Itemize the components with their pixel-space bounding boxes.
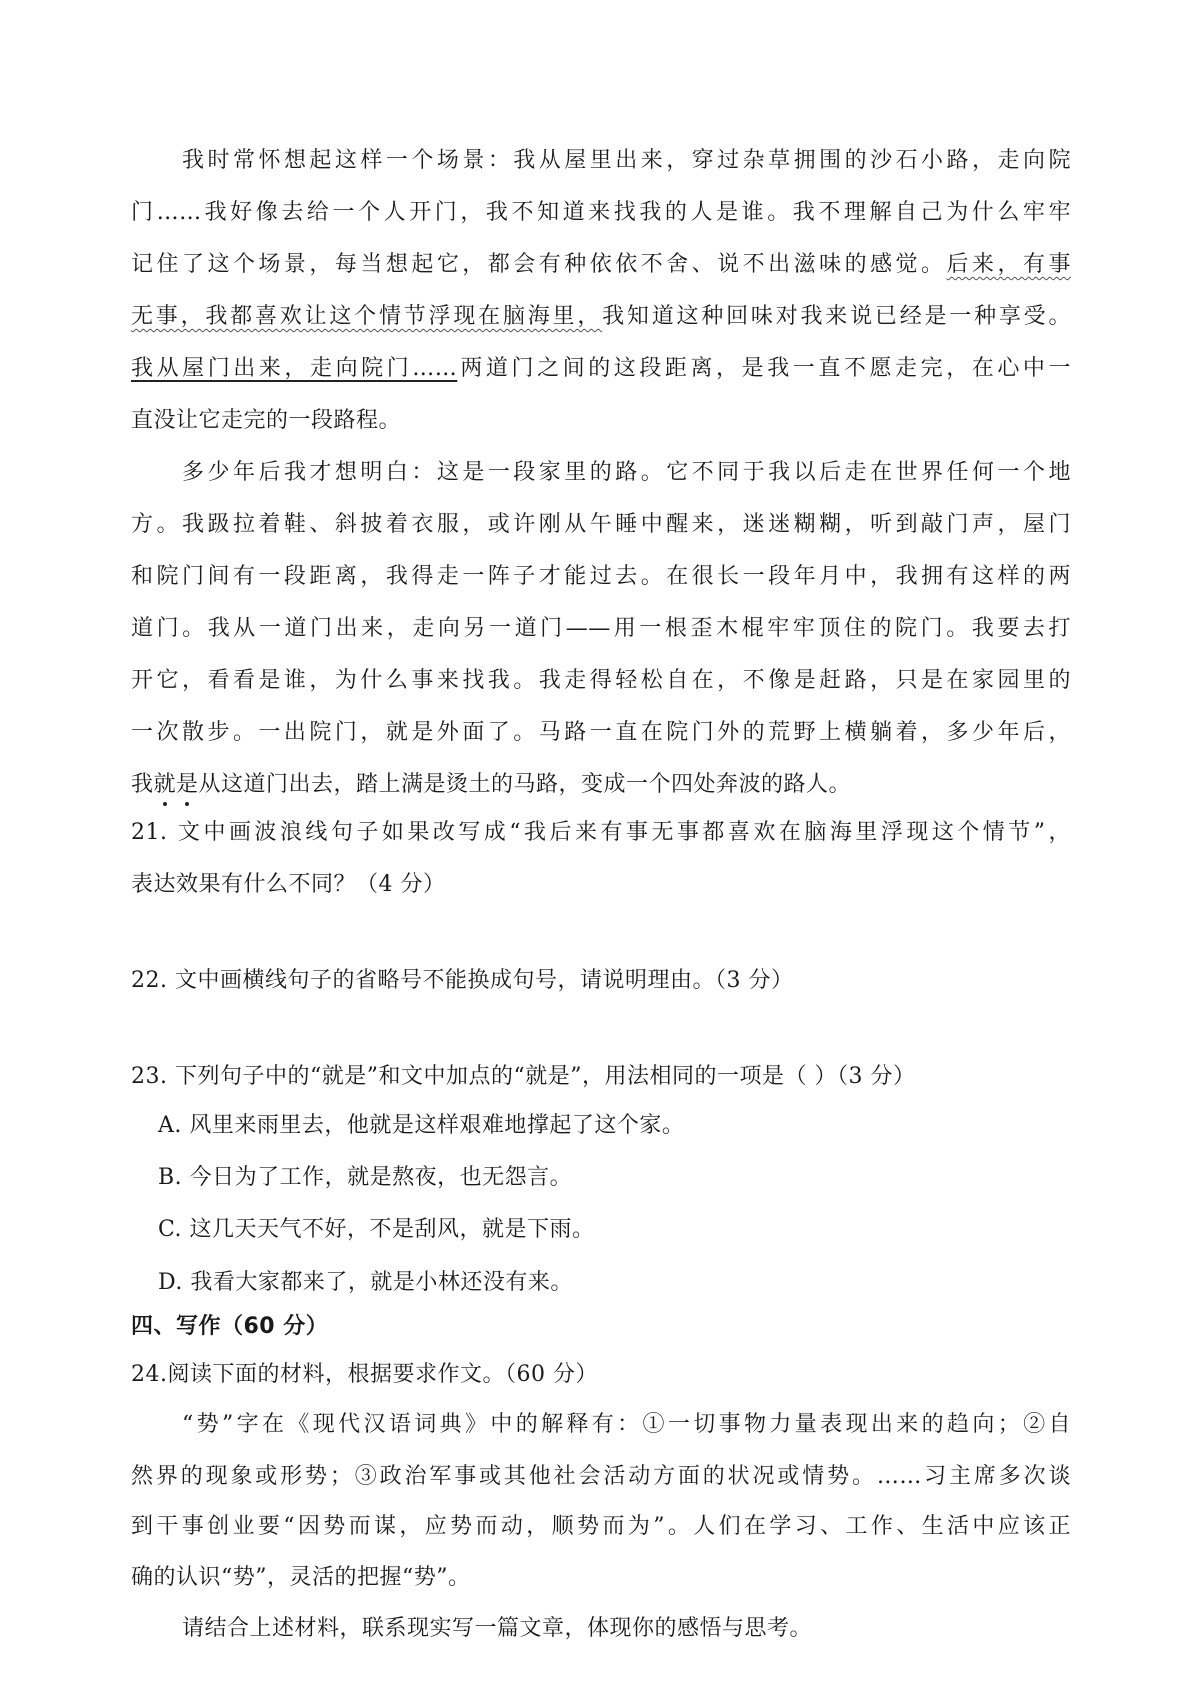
material-line: 确的认识“势”，灵活的把握“势”。 — [131, 1565, 471, 1590]
question-24: 24.阅读下面的材料，根据要求作文。（60 分） — [131, 1362, 598, 1387]
material-line: 然界的现象或形势；③政治军事或其他社会活动方面的状况或情势。……习主席多次谈 — [131, 1464, 1071, 1489]
passage-text: 我知道这种回味对我来说已经是一种享受。 — [602, 304, 1071, 329]
question-21-cont: 表达效果有什么不同？（4 分） — [131, 872, 446, 897]
passage-line: 方。我趿拉着鞋、斜披着衣服，或许刚从午睡中醒来，迷迷糊糊，听到敲门声，屋门 — [131, 512, 1071, 537]
dotted-emphasis-char: 是 — [176, 770, 199, 800]
section-title: 四、写作（60 分） — [131, 1314, 329, 1339]
option-b: B. 今日为了工作，就是熬夜，也无怨言。 — [158, 1165, 573, 1190]
material-line: “势”字在《现代汉语词典》中的解释有：①一切事物力量表现出来的趋向；②自 — [182, 1412, 1071, 1437]
passage-line: 直没让它走完的一段路程。 — [131, 408, 402, 433]
passage-text: 我 — [131, 772, 154, 797]
option-a: A. 风里来雨里去，他就是这样艰难地撑起了这个家。 — [158, 1113, 685, 1138]
passage-text: 记住了这个场景，每当想起它，都会有种依依不舍、说不出滋味的感觉。 — [131, 252, 947, 277]
passage-line: 我时常怀想起这样一个场景：我从屋里出来，穿过杂草拥围的沙石小路，走向院 — [182, 148, 1071, 173]
dotted-emphasis-char: 就 — [154, 770, 177, 800]
option-d: D. 我看大家都来了，就是小林还没有来。 — [158, 1270, 573, 1295]
material-line: 到干事创业要“因势而谋，应势而动，顺势而为”。人们在学习、工作、生活中应该正 — [131, 1514, 1071, 1539]
question-22: 22. 文中画横线句子的省略号不能换成句号，请说明理由。（3 分） — [131, 968, 794, 993]
passage-line: 多少年后我才想明白：这是一段家里的路。它不同于我以后走在世界任何一个地 — [182, 460, 1071, 485]
passage-line — [131, 302, 1071, 332]
passage-line — [131, 250, 1071, 280]
writing-prompt: 请结合上述材料，联系现实写一篇文章，体现你的感悟与思考。 — [182, 1616, 813, 1641]
passage-text: 从这道门出去，踏上满是烫土的马路，变成一个四处奔波的路人。 — [198, 772, 852, 797]
question-23: 23. 下列句子中的“就是”和文中加点的“就是”，用法相同的一项是（ ）（3 分） — [131, 1064, 916, 1089]
passage-line: 一次散步。一出院门，就是外面了。马路一直在院门外的荒野上横躺着，多少年后， — [131, 720, 1071, 745]
passage-line — [131, 354, 1071, 384]
passage-line: 和院门间有一段距离，我得走一阵子才能过去。在很长一段年月中，我拥有这样的两 — [131, 564, 1071, 589]
underlined-sentence: 我从屋门出来，走向院门…… — [131, 356, 458, 381]
passage-line — [131, 770, 1071, 800]
wavy-underlined-sentence: 无事，我都喜欢让这个情节浮现在脑海里， — [131, 304, 603, 329]
passage-line: 道门。我从一道门出来，走向另一道门——用一根歪木棍牢牢顶住的院门。我要去打 — [131, 616, 1071, 641]
passage-text: 两道门之间的这段距离，是我一直不愿走完，在心中一 — [457, 356, 1071, 381]
question-21: 21. 文中画波浪线句子如果改写成“我后来有事无事都喜欢在脑海里浮现这个情节”， — [131, 820, 1071, 845]
wavy-underlined-sentence: 后来，有事 — [946, 252, 1071, 277]
option-c: C. 这几天天气不好，不是刮风，就是下雨。 — [158, 1217, 595, 1242]
passage-line: 开它，看看是谁，为什么事来找我。我走得轻松自在，不像是赶路，只是在家园里的 — [131, 668, 1071, 693]
passage-line: 门……我好像去给一个人开门，我不知道来找我的人是谁。我不理解自己为什么牢牢 — [131, 200, 1071, 225]
